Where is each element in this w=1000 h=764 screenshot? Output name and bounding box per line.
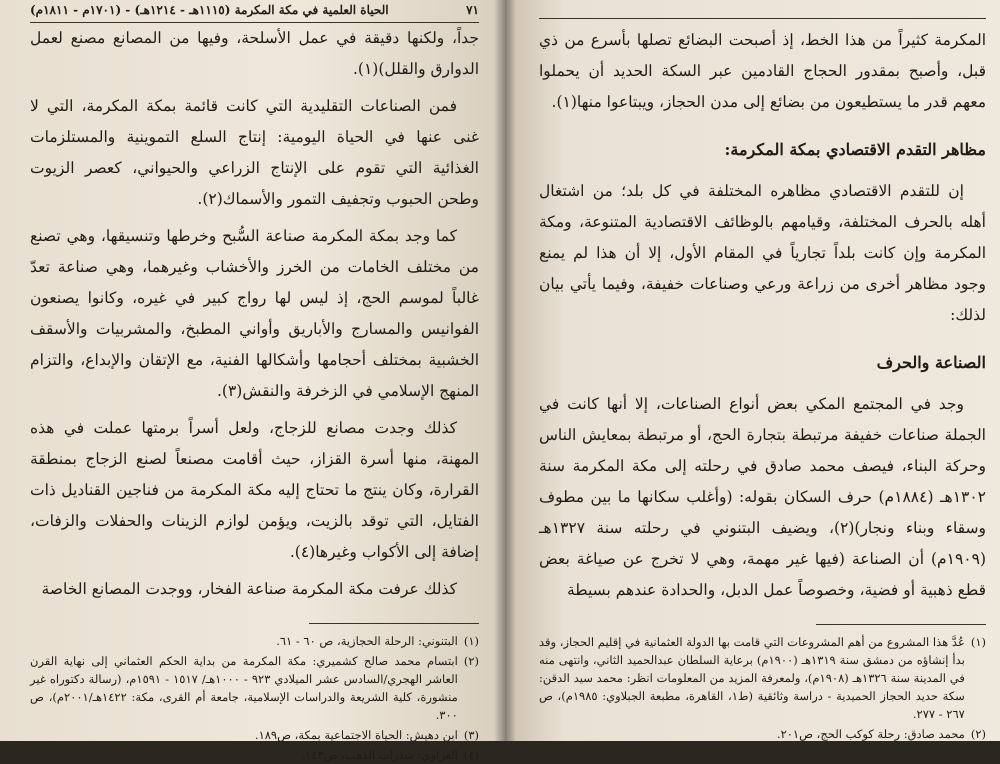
footnote [30, 746, 479, 764]
right-footnotes [539, 616, 986, 743]
footnote [30, 652, 479, 724]
footnote [30, 726, 479, 744]
running-title: الحياة العلمية في مكة المكرمة (١١١٥هـ - ١٢١٤هـ) - (١٧٠١م - ١٨١١م) [30, 3, 389, 17]
paragraph: كما وجد بمكة المكرمة صناعة السُّبح وخرطها وتنسيقها، وهي تصنع من مختلف الخامات من الخرز والأخشاب وغيرهما، وهي صناعة تعدّ غالباً لموسم الحج، إذ ليس لها رواج كبير في غيره، وكانوا يصنعون الفوانيس والمسارج والأباريق وأواني المطبخ، والمشربيات والأسقف الخشبية بمختلف أحجامها وأشكالها الفنية، مع الإتقان والإبداع، والتزام المنهج الإسلامي في الزخرفة والنقش(٣). [30, 227, 479, 400]
footnote-number: (١) [970, 635, 986, 649]
right-page [505, 0, 1000, 741]
footnote-text: محمد صادق: رحلة كوكب الحج، ص٢٠١. [776, 727, 965, 741]
page-number: ٧١ [466, 3, 479, 17]
footnote-text: عُدَّ هذا المشروع من أهم المشروعات التي قامت بها الدولة العثمانية في إقليم الحجاز، وقد بدأ إنشاؤه من دمشق سنة ١٣١٩هـ (١٩٠٠م) برعاية السلطان عبدالحميد الثاني، وانتهى منه في المدينة سنة ١٣٢٦هـ (١٩٠٨م)، ولمعرفة المزيد من المعلومات انظر: محمد سيد الدقن: سكة حديد الحجاز الحميدية - دراسة وثائقية (ط١، القاهرة، مطبعة الجبلاوي: ١٩٨٥م)، ص ٢٦٧ - ٢٧٧. [539, 635, 965, 721]
running-header [30, 0, 479, 23]
footnote-number: (٣) [463, 728, 479, 742]
section-heading: الصناعة والحرف [876, 353, 986, 372]
paragraph: كذلك عرفت مكة المكرمة صناعة الفخار، ووجدت المصانع الخاصة [41, 580, 457, 598]
header-rule [539, 0, 986, 19]
paragraph: المكرمة كثيراً من هذا الخط، إذ أصبحت البضائع تصلها بأسرع من ذي قبل، وأصبح بمقدور الحجاج القادمين عبر السكة الحديد أن يحملوا معهم قدر ما يستطيعون من بضائع إلى مدن الحجاز، ويبتاعوا منها(١). [539, 31, 986, 111]
paragraph: كذلك وجدت مصانع للزجاج، ولعل أسراً برمتها عملت في هذه المهنة، منها أسرة القزاز، حيث أقامت مصنعاً لصنع الزجاج بمنطقة القرارة، وكان ينتج ما تحتاج إليه مكة المكرمة من فناجين القناديل ذات الفتايل، التي توقد بالزيت، ويؤمن لوازم الزينات والحفلات والزفات، إضافة إلى الأكواب وغيرها(٤). [30, 419, 479, 561]
footnote-text: ابتسام محمد صالح كشميري: مكة المكرمة من بداية الحكم العثماني إلى نهاية القرن العاشر الهجري/السادس عشر الميلادي ٩٢٣ - ١٠٠٠هـ/ ١٥١٧ - ١٥٩١م، (رسالة دكتوراه غير منشورة، كلية الشريعة والدراسات الإسلامية، جامعة أم القرى، مكة: ١٤٢٢هـ/٢٠٠١م)، ص ٣٠٠. [30, 654, 458, 722]
paragraph: جداً، ولكنها دقيقة في عمل الأسلحة، وفيها من المصانع مصنع لعمل الدوارق والقلل)(١). [30, 29, 479, 78]
paragraph: فمن الصناعات التقليدية التي كانت قائمة بمكة المكرمة، التي لا غنى عنها في الحياة اليومية: إنتاج السلع التموينية والمستلزمات الغذائية التي تقوم على الإنتاج الزراعي والحيواني، كعصر الزيوت وطحن الحبوب وتجفيف التمور والأسماك(٢). [30, 97, 479, 208]
book-gutter [494, 0, 516, 741]
footnote-number: (٢) [970, 727, 986, 741]
footnote-number: (٢) [463, 654, 479, 668]
footnote-divider [309, 623, 479, 624]
footnote [30, 632, 479, 650]
footnote-number: (١) [463, 634, 479, 648]
left-body-text [30, 23, 479, 605]
footnote-text: الغزاوي: شذرات الذهب، ص١٤٣. [301, 748, 458, 762]
paragraph: إن للتقدم الاقتصادي مظاهره المختلفة في كل بلد؛ من اشتغال أهله بالحرف المختلفة، وقيامهم بالوظائف الاقتصادية المتنوعة، ومكة المكرمة وإن كانت بلداً تجارياً في المقام الأول، إلا أن هذا لم يمنع وجود مظاهر أخرى من زراعة ورعي وصناعات خفيفة، وفيما يأتي بيان لذلك: [539, 182, 986, 324]
paragraph: وجد في المجتمع المكي بعض أنواع الصناعات، إلا أنها كانت في الجملة صناعات خفيفة مرتبطة بتجارة الحج، أو مرتبطة بمعايش الناس وحركة البناء، فيصف محمد صادق في رحلته إلى مكة المكرمة سنة ١٣٠٢هـ (١٨٨٤م) حرف السكان بقوله: (وأغلب سكانها ما بين مطوف وسقاء وبناء ونجار)(٢)، ويضيف البتنوني في رحلته سنة ١٣٢٧هـ (١٩٠٩م) أن الصناعة (فيها غير مهمة، وهي لا تخرج عن صياغة بعض قطع ذهبية أو فضية، وخصوصاً عمل الدبل، والحدادة عندهم بسيطة [539, 395, 986, 599]
footnote-number: (٤) [463, 748, 479, 762]
section-heading: مظاهر التقدم الاقتصادي بمكة المكرمة: [724, 140, 986, 159]
footnote-text: البتنوني: الرحلة الحجازية، ص ٦٠ - ٦١. [276, 634, 458, 648]
footnote [539, 633, 986, 723]
right-body-text [539, 25, 986, 606]
footnote-text: ابن دهيش: الحياة الاجتماعية بمكة، ص١٨٩. [254, 728, 458, 742]
footnote [539, 725, 986, 743]
left-footnotes [30, 615, 479, 764]
footnote-divider [816, 624, 986, 625]
